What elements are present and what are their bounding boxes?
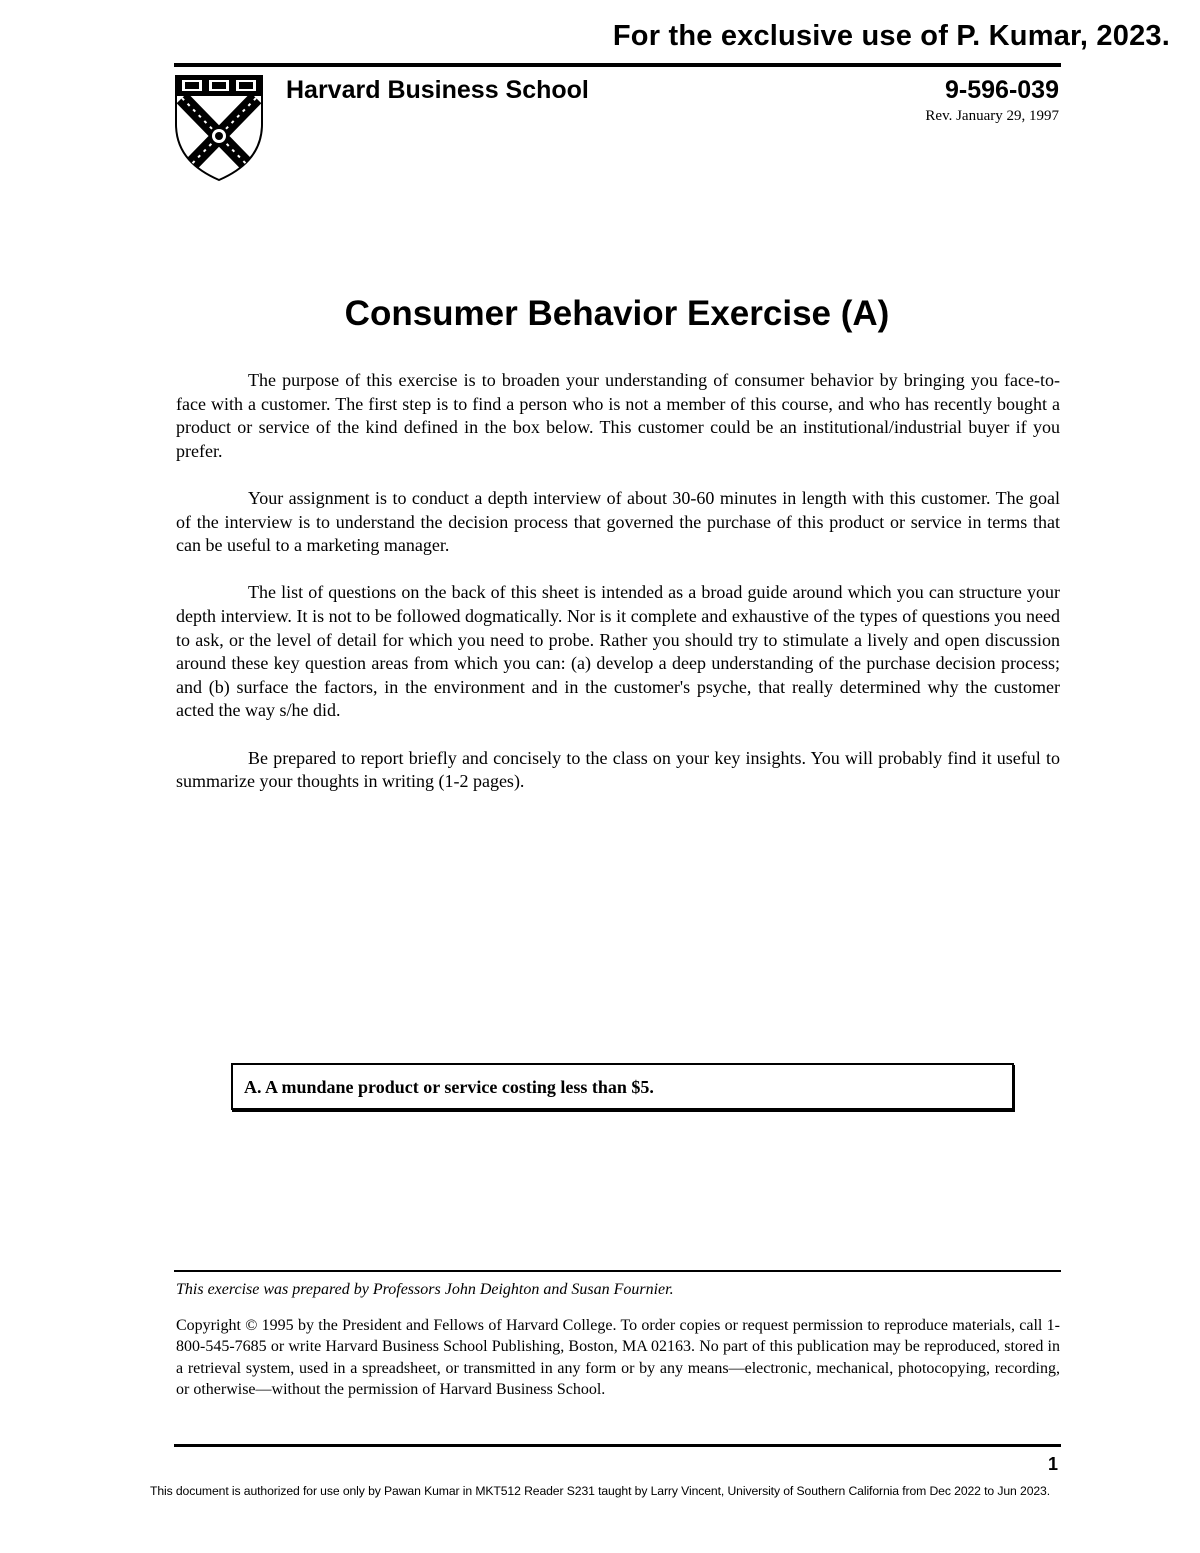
paragraph: Be prepared to report briefly and concisely to the class on your key insights. You will probably find it useful to summarize your thoughts in writing (1-2 pages).	[176, 747, 1060, 792]
page-number: 1	[1047, 1454, 1058, 1474]
document-title: Consumer Behavior Exercise (A)	[344, 294, 890, 333]
case-number: 9-596-039	[945, 76, 1059, 104]
paragraph: Your assignment is to conduct a depth interview of about 30-60 minutes in length with this customer. The goal of the interview is to understand the decision process that governed the purchase of this product or service in terms that can be useful to a marketing manager.	[176, 487, 1060, 556]
product-category-box	[231, 1063, 1014, 1110]
exclusive-use-notice: For the exclusive use of P. Kumar, 2023.	[612, 20, 1170, 52]
harvard-shield-icon	[174, 74, 264, 182]
footer-bottom-rule	[174, 1444, 1061, 1447]
prepared-by-note: This exercise was prepared by Professors John Deighton and Susan Fournier.	[176, 1281, 674, 1298]
school-name: Harvard Business School	[286, 76, 589, 104]
footer-rule	[174, 1270, 1061, 1272]
paragraph: The purpose of this exercise is to broaden your understanding of consumer behavior by bringing you face-to-face with a customer. The first step is to find a person who is not a member of this course, and who has recently bought a product or service of the kind defined in the box below. This customer could be an institutional/industrial buyer if you prefer.	[176, 370, 1060, 461]
revision-date: Rev. January 29, 1997	[925, 108, 1059, 124]
copyright-notice: Copyright © 1995 by the President and Fellows of Harvard College. To order copies or request permission to reproduce materials, call 1-800-545-7685 or write Harvard Business School Publishing, Boston, MA 02163. No part of this publication may be reproduced, stored in a retrieval system, used in a spreadsheet, or transmitted in any form or by any means—electronic, mechanical, photocopying, recording, or otherwise—without the permission of Harvard Business School.	[176, 1317, 1060, 1398]
document-body	[176, 369, 1060, 817]
header-rule	[174, 63, 1061, 67]
product-category-text: A. A mundane product or service costing less than $5.	[244, 1077, 654, 1097]
authorized-use-notice: This document is authorized for use only by Pawan Kumar in MKT512 Reader S231 taught by Larry Vincent, University of Southern California from Dec 2022 to Jun 2023.	[149, 1484, 1051, 1498]
paragraph: The list of questions on the back of this sheet is intended as a broad guide around which you can structure your depth interview. It is not to be followed dogmatically. Nor is it complete and exhaustive of the types of questions you need to ask, or the level of detail for which you need to probe. Rather you should try to stimulate a lively and open discussion around these key question areas from which you can: (a) develop a deep understanding of the purchase decision process; and (b) surface the factors, in the environment and in the customer's psyche, that really determined why the customer acted the way s/he did.	[176, 582, 1060, 721]
